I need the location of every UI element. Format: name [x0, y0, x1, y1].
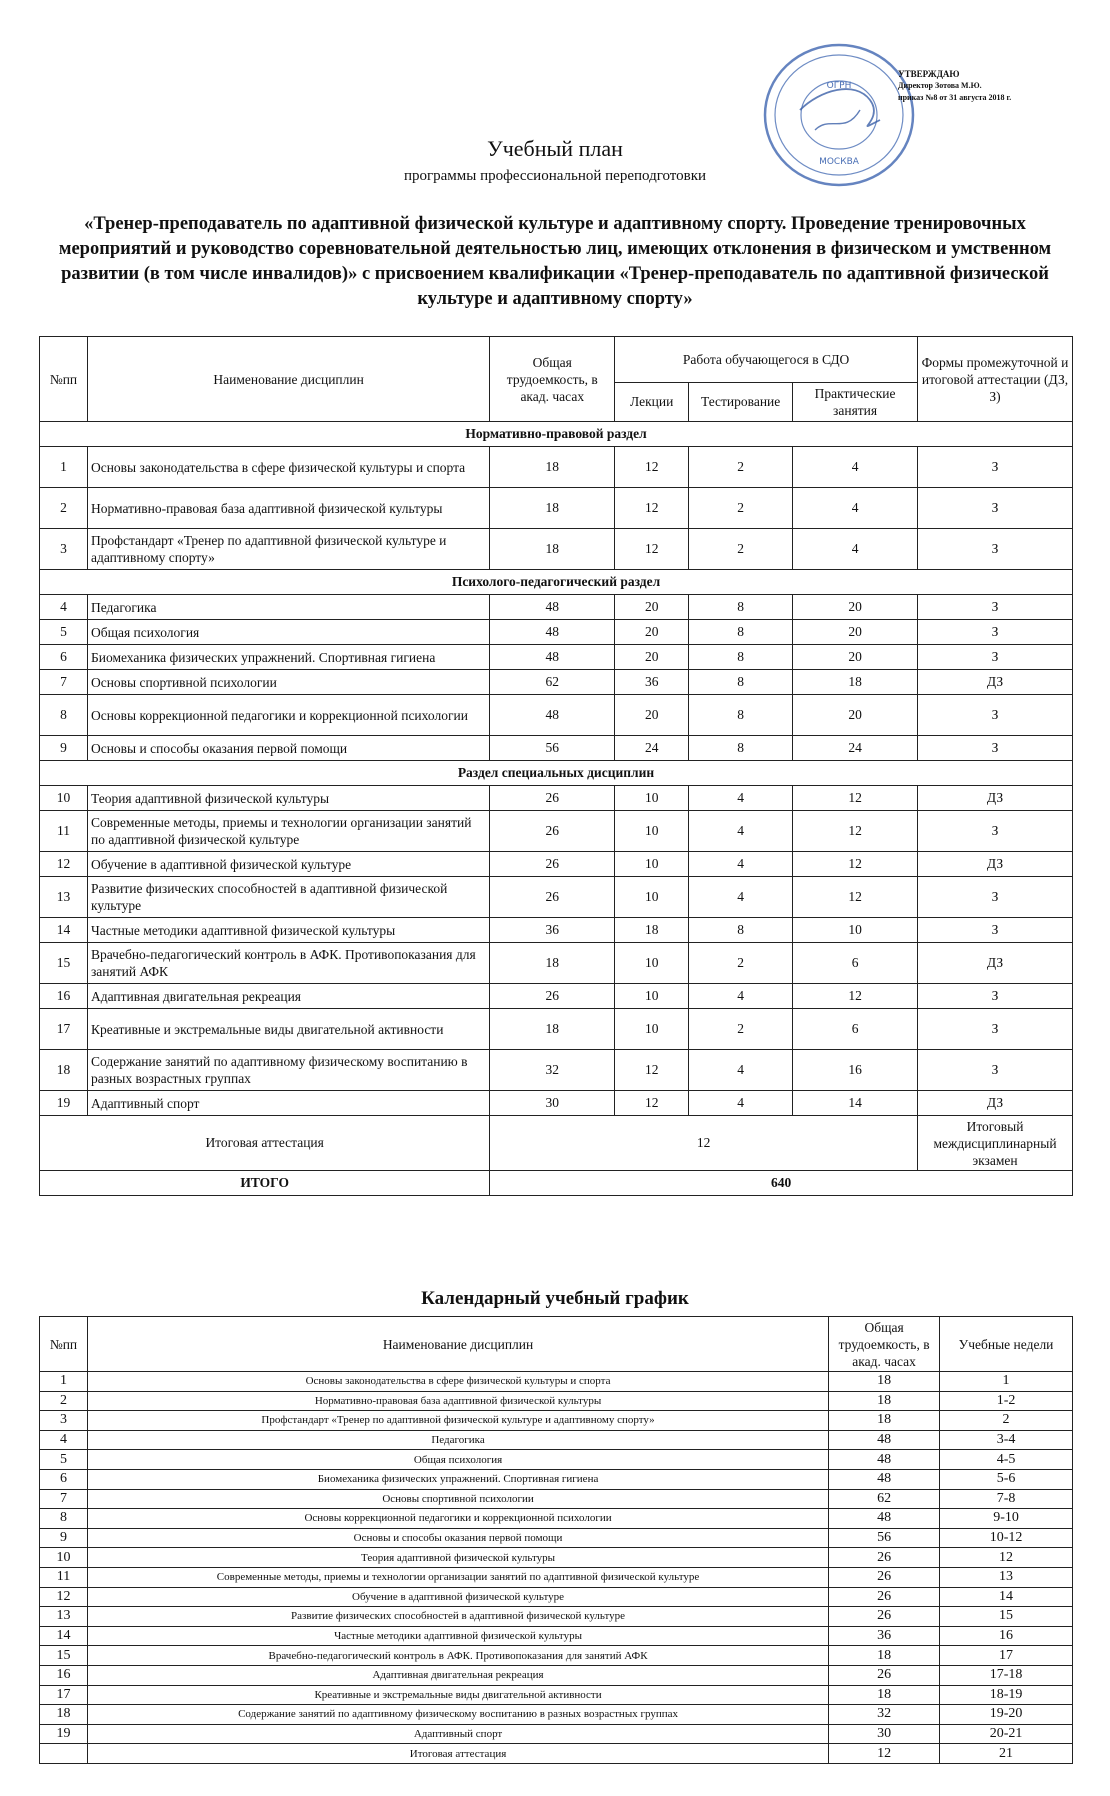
- schedule-row: [40, 1430, 1073, 1450]
- sched-name: Итоговая аттестация: [87, 1744, 828, 1764]
- row-num: 6: [40, 645, 88, 670]
- table-row: [40, 852, 1073, 877]
- total-hours: 26: [490, 811, 615, 852]
- lecture-hours: 36: [615, 670, 689, 695]
- discipline-name: Основы спортивной психологии: [87, 670, 489, 695]
- testing-hours: 8: [689, 918, 793, 943]
- discipline-name: Частные методики адаптивной физической культуры: [87, 918, 489, 943]
- section-title: Нормативно-правовой раздел: [40, 422, 1073, 447]
- sched-header-weeks: Учебные недели: [940, 1317, 1073, 1372]
- sched-name: Врачебно-педагогический контроль в АФК. Противопоказания для занятий АФК: [87, 1646, 828, 1666]
- section-title: Раздел специальных дисциплин: [40, 761, 1073, 786]
- sched-total: 26: [829, 1607, 940, 1627]
- sched-total: 48: [829, 1509, 940, 1529]
- row-num: 10: [40, 786, 88, 811]
- discipline-name: Общая психология: [87, 620, 489, 645]
- attestation-form: ДЗ: [918, 786, 1073, 811]
- sched-name: Основы коррекционной педагогики и коррекционной психологии: [87, 1509, 828, 1529]
- sched-total: 26: [829, 1587, 940, 1607]
- sched-weeks: 1-2: [940, 1391, 1073, 1411]
- row-num: 4: [40, 595, 88, 620]
- schedule-title: Календарный учебный график: [421, 1288, 689, 1309]
- row-num: 11: [40, 811, 88, 852]
- sched-name: Основы законодательства в сфере физической культуры и спорта: [87, 1372, 828, 1392]
- testing-hours: 4: [689, 811, 793, 852]
- discipline-name: Педагогика: [87, 595, 489, 620]
- sched-num: 6: [40, 1469, 88, 1489]
- attestation-form: З: [918, 1050, 1073, 1091]
- sched-num: 18: [40, 1705, 88, 1725]
- sched-total: 48: [829, 1430, 940, 1450]
- sched-num: 16: [40, 1665, 88, 1685]
- row-num: 9: [40, 736, 88, 761]
- sched-total: 62: [829, 1489, 940, 1509]
- testing-hours: 2: [689, 488, 793, 529]
- sched-weeks: 13: [940, 1567, 1073, 1587]
- total-hours: 48: [490, 645, 615, 670]
- approve-block: [898, 68, 1048, 104]
- sched-num: 5: [40, 1450, 88, 1470]
- lecture-hours: 20: [615, 695, 689, 736]
- header-total: Общая трудоемкость, в акад. часах: [490, 337, 615, 422]
- lecture-hours: 10: [615, 811, 689, 852]
- attestation-form: З: [918, 488, 1073, 529]
- practice-hours: 18: [793, 670, 918, 695]
- practice-hours: 12: [793, 786, 918, 811]
- sched-num: 14: [40, 1626, 88, 1646]
- sched-total: 32: [829, 1705, 940, 1725]
- practice-hours: 20: [793, 595, 918, 620]
- header-num: №пп: [40, 337, 88, 422]
- lecture-hours: 12: [615, 1050, 689, 1091]
- final-attestation-row: [40, 1116, 1073, 1171]
- sched-num: 7: [40, 1489, 88, 1509]
- sched-total: 26: [829, 1548, 940, 1568]
- sched-num: 17: [40, 1685, 88, 1705]
- total-hours: 18: [490, 1009, 615, 1050]
- table-row: [40, 488, 1073, 529]
- total-hours: 18: [490, 488, 615, 529]
- sched-name: Общая психология: [87, 1450, 828, 1470]
- curriculum-table: [39, 336, 1073, 1196]
- schedule-row: [40, 1489, 1073, 1509]
- practice-hours: 20: [793, 695, 918, 736]
- sched-total: 26: [829, 1665, 940, 1685]
- lecture-hours: 20: [615, 645, 689, 670]
- discipline-name: Содержание занятий по адаптивному физическому воспитанию в разных возрастных группах: [87, 1050, 489, 1091]
- testing-hours: 4: [689, 786, 793, 811]
- total-hours: 26: [490, 877, 615, 918]
- lecture-hours: 20: [615, 620, 689, 645]
- sched-total: 48: [829, 1450, 940, 1470]
- table-row: [40, 645, 1073, 670]
- sched-weeks: 9-10: [940, 1509, 1073, 1529]
- practice-hours: 24: [793, 736, 918, 761]
- testing-hours: 4: [689, 984, 793, 1009]
- sched-name: Развитие физических способностей в адаптивной физической культуре: [87, 1607, 828, 1627]
- schedule-row: [40, 1469, 1073, 1489]
- testing-hours: 2: [689, 529, 793, 570]
- total-hours: 30: [490, 1091, 615, 1116]
- curriculum-body: [40, 422, 1073, 1196]
- discipline-name: Адаптивная двигательная рекреация: [87, 984, 489, 1009]
- sched-num: 15: [40, 1646, 88, 1666]
- testing-hours: 2: [689, 1009, 793, 1050]
- sched-weeks: 5-6: [940, 1469, 1073, 1489]
- attestation-form: З: [918, 877, 1073, 918]
- sched-num: 4: [40, 1430, 88, 1450]
- attestation-form: ДЗ: [918, 852, 1073, 877]
- row-num: 15: [40, 943, 88, 984]
- testing-hours: 8: [689, 620, 793, 645]
- schedule-row: [40, 1626, 1073, 1646]
- sched-name: Частные методики адаптивной физической культуры: [87, 1626, 828, 1646]
- total-hours: 18: [490, 943, 615, 984]
- lecture-hours: 20: [615, 595, 689, 620]
- sched-weeks: 20-21: [940, 1724, 1073, 1744]
- seal-center-text: ОГРН: [826, 81, 852, 91]
- total-hours: 56: [490, 736, 615, 761]
- sched-name: Биомеханика физических упражнений. Спортивная гигиена: [87, 1469, 828, 1489]
- discipline-name: Теория адаптивной физической культуры: [87, 786, 489, 811]
- row-num: 1: [40, 447, 88, 488]
- discipline-name: Адаптивный спорт: [87, 1091, 489, 1116]
- practice-hours: 12: [793, 852, 918, 877]
- sched-name: Обучение в адаптивной физической культуре: [87, 1587, 828, 1607]
- total-hours: 18: [490, 447, 615, 488]
- sched-num: 1: [40, 1372, 88, 1392]
- schedule-row: [40, 1567, 1073, 1587]
- discipline-name: Биомеханика физических упражнений. Спортивная гигиена: [87, 645, 489, 670]
- final-hours: 12: [490, 1116, 918, 1171]
- page-title: Учебный план: [487, 136, 623, 161]
- sched-weeks: 15: [940, 1607, 1073, 1627]
- header-lectures: Лекции: [615, 382, 689, 421]
- attestation-form: ДЗ: [918, 943, 1073, 984]
- attestation-form: З: [918, 811, 1073, 852]
- total-hours: 26: [490, 786, 615, 811]
- total-hours-sum: 640: [490, 1171, 1073, 1196]
- lecture-hours: 10: [615, 786, 689, 811]
- total-row: [40, 1171, 1073, 1196]
- sched-total: 56: [829, 1528, 940, 1548]
- testing-hours: 8: [689, 695, 793, 736]
- seal-city-text: МОСКВА: [819, 157, 859, 167]
- sched-name: Адаптивная двигательная рекреация: [87, 1665, 828, 1685]
- schedule-table: [39, 1316, 1073, 1764]
- discipline-name: Основы и способы оказания первой помощи: [87, 736, 489, 761]
- sched-header-num: №пп: [40, 1317, 88, 1372]
- sched-name: Основы спортивной психологии: [87, 1489, 828, 1509]
- practice-hours: 6: [793, 943, 918, 984]
- sched-num: 10: [40, 1548, 88, 1568]
- sched-total: 18: [829, 1646, 940, 1666]
- practice-hours: 14: [793, 1091, 918, 1116]
- total-hours: 48: [490, 595, 615, 620]
- director-name: Директор Зотова М.Ю.: [898, 81, 982, 90]
- total-label: ИТОГО: [40, 1171, 490, 1196]
- sched-weeks: 12: [940, 1548, 1073, 1568]
- testing-hours: 4: [689, 852, 793, 877]
- schedule-row: [40, 1372, 1073, 1392]
- sched-num: 9: [40, 1528, 88, 1548]
- sched-weeks: 17-18: [940, 1665, 1073, 1685]
- sched-total: 26: [829, 1567, 940, 1587]
- sched-name: Педагогика: [87, 1430, 828, 1450]
- schedule-row: [40, 1607, 1073, 1627]
- schedule-row: [40, 1411, 1073, 1431]
- sched-num: 13: [40, 1607, 88, 1627]
- attestation-form: З: [918, 984, 1073, 1009]
- sched-weeks: 3-4: [940, 1430, 1073, 1450]
- sched-weeks: 21: [940, 1744, 1073, 1764]
- attestation-form: З: [918, 529, 1073, 570]
- header-testing: Тестирование: [689, 382, 793, 421]
- practice-hours: 6: [793, 1009, 918, 1050]
- sched-weeks: 14: [940, 1587, 1073, 1607]
- row-num: 12: [40, 852, 88, 877]
- program-title: «Тренер-преподаватель по адаптивной физической культуре и адаптивному спорту. Проведение тренировочных мероприятий и руководство соревновательной деятельностью лиц, имеющих отклонения в физическом и умственном развитии (в том числе инвалидов)» с присвоением квалификации «Тренер-преподаватель по адаптивной физической культуре и адаптивному спорту»: [58, 214, 1052, 309]
- discipline-name: Врачебно-педагогический контроль в АФК. Противопоказания для занятий АФК: [87, 943, 489, 984]
- schedule-row: [40, 1587, 1073, 1607]
- row-num: 2: [40, 488, 88, 529]
- attestation-form: З: [918, 695, 1073, 736]
- page-subtitle: программы профессиональной переподготовки: [403, 168, 707, 184]
- sched-num: [40, 1744, 88, 1764]
- total-hours: 36: [490, 918, 615, 943]
- schedule-row: [40, 1450, 1073, 1470]
- schedule-row: [40, 1528, 1073, 1548]
- sched-total: 48: [829, 1469, 940, 1489]
- practice-hours: 4: [793, 488, 918, 529]
- lecture-hours: 10: [615, 984, 689, 1009]
- lecture-hours: 18: [615, 918, 689, 943]
- table-row: [40, 1091, 1073, 1116]
- attestation-form: З: [918, 1009, 1073, 1050]
- testing-hours: 4: [689, 1050, 793, 1091]
- sched-num: 2: [40, 1391, 88, 1411]
- sched-total: 30: [829, 1724, 940, 1744]
- testing-hours: 2: [689, 447, 793, 488]
- testing-hours: 8: [689, 670, 793, 695]
- table-row: [40, 736, 1073, 761]
- discipline-name: Современные методы, приемы и технологии организации занятий по адаптивной физической культуре: [87, 811, 489, 852]
- sched-header-total: Общая трудоемкость, в акад. часах: [829, 1317, 940, 1372]
- lecture-hours: 12: [615, 447, 689, 488]
- sched-header-name: Наименование дисциплин: [87, 1317, 828, 1372]
- lecture-hours: 10: [615, 852, 689, 877]
- schedule-body: [40, 1372, 1073, 1764]
- total-hours: 62: [490, 670, 615, 695]
- schedule-row: [40, 1705, 1073, 1725]
- discipline-name: Основы коррекционной педагогики и коррекционной психологии: [87, 695, 489, 736]
- table-row: [40, 1050, 1073, 1091]
- sched-name: Содержание занятий по адаптивному физическому воспитанию в разных возрастных группах: [87, 1705, 828, 1725]
- attestation-form: З: [918, 918, 1073, 943]
- total-hours: 26: [490, 852, 615, 877]
- total-hours: 18: [490, 529, 615, 570]
- sched-weeks: 18-19: [940, 1685, 1073, 1705]
- attestation-form: ДЗ: [918, 670, 1073, 695]
- sched-name: Профстандарт «Тренер по адаптивной физической культуре и адаптивному спорту»: [87, 1411, 828, 1431]
- sched-name: Нормативно-правовая база адаптивной физической культуры: [87, 1391, 828, 1411]
- section-row: [40, 570, 1073, 595]
- practice-hours: 4: [793, 529, 918, 570]
- schedule-row: [40, 1724, 1073, 1744]
- table-row: [40, 877, 1073, 918]
- table-row: [40, 918, 1073, 943]
- table-row: [40, 595, 1073, 620]
- sched-num: 19: [40, 1724, 88, 1744]
- sched-weeks: 4-5: [940, 1450, 1073, 1470]
- lecture-hours: 10: [615, 943, 689, 984]
- row-num: 17: [40, 1009, 88, 1050]
- schedule-row: [40, 1509, 1073, 1529]
- lecture-hours: 10: [615, 877, 689, 918]
- table-row: [40, 620, 1073, 645]
- sched-num: 11: [40, 1567, 88, 1587]
- schedule-row: [40, 1391, 1073, 1411]
- sched-num: 3: [40, 1411, 88, 1431]
- sched-weeks: 16: [940, 1626, 1073, 1646]
- total-hours: 26: [490, 984, 615, 1009]
- practice-hours: 12: [793, 984, 918, 1009]
- sched-name: Креативные и экстремальные виды двигательной активности: [87, 1685, 828, 1705]
- row-num: 18: [40, 1050, 88, 1091]
- row-num: 19: [40, 1091, 88, 1116]
- section-title: Психолого-педагогический раздел: [40, 570, 1073, 595]
- testing-hours: 4: [689, 1091, 793, 1116]
- table-row: [40, 943, 1073, 984]
- approve-title: УТВЕРЖДАЮ: [898, 69, 960, 79]
- practice-hours: 20: [793, 620, 918, 645]
- row-num: 3: [40, 529, 88, 570]
- sched-name: Основы и способы оказания первой помощи: [87, 1528, 828, 1548]
- testing-hours: 4: [689, 877, 793, 918]
- testing-hours: 8: [689, 736, 793, 761]
- schedule-row: [40, 1744, 1073, 1764]
- sched-weeks: 19-20: [940, 1705, 1073, 1725]
- practice-hours: 10: [793, 918, 918, 943]
- table-row: [40, 786, 1073, 811]
- sched-num: 8: [40, 1509, 88, 1529]
- practice-hours: 20: [793, 645, 918, 670]
- discipline-name: Креативные и экстремальные виды двигательной активности: [87, 1009, 489, 1050]
- schedule-row: [40, 1665, 1073, 1685]
- schedule-row: [40, 1685, 1073, 1705]
- table-row: [40, 447, 1073, 488]
- header-forms: Формы промежуточной и итоговой аттестации (ДЗ, З): [918, 337, 1073, 422]
- sched-name: Теория адаптивной физической культуры: [87, 1548, 828, 1568]
- total-hours: 48: [490, 620, 615, 645]
- practice-hours: 12: [793, 877, 918, 918]
- attestation-form: З: [918, 595, 1073, 620]
- discipline-name: Нормативно-правовая база адаптивной физической культуры: [87, 488, 489, 529]
- table-row: [40, 695, 1073, 736]
- sched-total: 18: [829, 1372, 940, 1392]
- testing-hours: 2: [689, 943, 793, 984]
- lecture-hours: 12: [615, 1091, 689, 1116]
- table-row: [40, 1009, 1073, 1050]
- lecture-hours: 24: [615, 736, 689, 761]
- attestation-form: З: [918, 645, 1073, 670]
- schedule-row: [40, 1646, 1073, 1666]
- schedule-row: [40, 1548, 1073, 1568]
- practice-hours: 12: [793, 811, 918, 852]
- sched-total: 12: [829, 1744, 940, 1764]
- sched-total: 18: [829, 1391, 940, 1411]
- table-row: [40, 670, 1073, 695]
- section-row: [40, 761, 1073, 786]
- sched-weeks: 17: [940, 1646, 1073, 1666]
- testing-hours: 8: [689, 645, 793, 670]
- attestation-form: З: [918, 447, 1073, 488]
- discipline-name: Основы законодательства в сфере физической культуры и спорта: [87, 447, 489, 488]
- discipline-name: Профстандарт «Тренер по адаптивной физической культуре и адаптивному спорту»: [87, 529, 489, 570]
- discipline-name: Развитие физических способностей в адаптивной физической культуре: [87, 877, 489, 918]
- sched-num: 12: [40, 1587, 88, 1607]
- attestation-form: З: [918, 736, 1073, 761]
- section-row: [40, 422, 1073, 447]
- testing-hours: 8: [689, 595, 793, 620]
- total-hours: 48: [490, 695, 615, 736]
- practice-hours: 16: [793, 1050, 918, 1091]
- sched-weeks: 1: [940, 1372, 1073, 1392]
- table-row: [40, 984, 1073, 1009]
- sched-total: 36: [829, 1626, 940, 1646]
- row-num: 14: [40, 918, 88, 943]
- sched-name: Современные методы, приемы и технологии организации занятий по адаптивной физической культуре: [87, 1567, 828, 1587]
- lecture-hours: 10: [615, 1009, 689, 1050]
- row-num: 5: [40, 620, 88, 645]
- sched-weeks: 10-12: [940, 1528, 1073, 1548]
- final-label: Итоговая аттестация: [40, 1116, 490, 1171]
- sched-weeks: 7-8: [940, 1489, 1073, 1509]
- attestation-form: З: [918, 620, 1073, 645]
- header-practice: Практические занятия: [793, 382, 918, 421]
- sched-total: 18: [829, 1411, 940, 1431]
- sched-name: Адаптивный спорт: [87, 1724, 828, 1744]
- discipline-name: Обучение в адаптивной физической культуре: [87, 852, 489, 877]
- lecture-hours: 12: [615, 488, 689, 529]
- row-num: 13: [40, 877, 88, 918]
- final-form: Итоговый междисциплинарный экзамен: [918, 1116, 1073, 1171]
- lecture-hours: 12: [615, 529, 689, 570]
- table-row: [40, 811, 1073, 852]
- row-num: 7: [40, 670, 88, 695]
- header-work: Работа обучающегося в СДО: [615, 337, 918, 383]
- header-name: Наименование дисциплин: [87, 337, 489, 422]
- order-text: приказ №8 от 31 августа 2018 г.: [898, 93, 1012, 102]
- table-row: [40, 529, 1073, 570]
- row-num: 8: [40, 695, 88, 736]
- attestation-form: ДЗ: [918, 1091, 1073, 1116]
- practice-hours: 4: [793, 447, 918, 488]
- sched-total: 18: [829, 1685, 940, 1705]
- total-hours: 32: [490, 1050, 615, 1091]
- row-num: 16: [40, 984, 88, 1009]
- sched-weeks: 2: [940, 1411, 1073, 1431]
